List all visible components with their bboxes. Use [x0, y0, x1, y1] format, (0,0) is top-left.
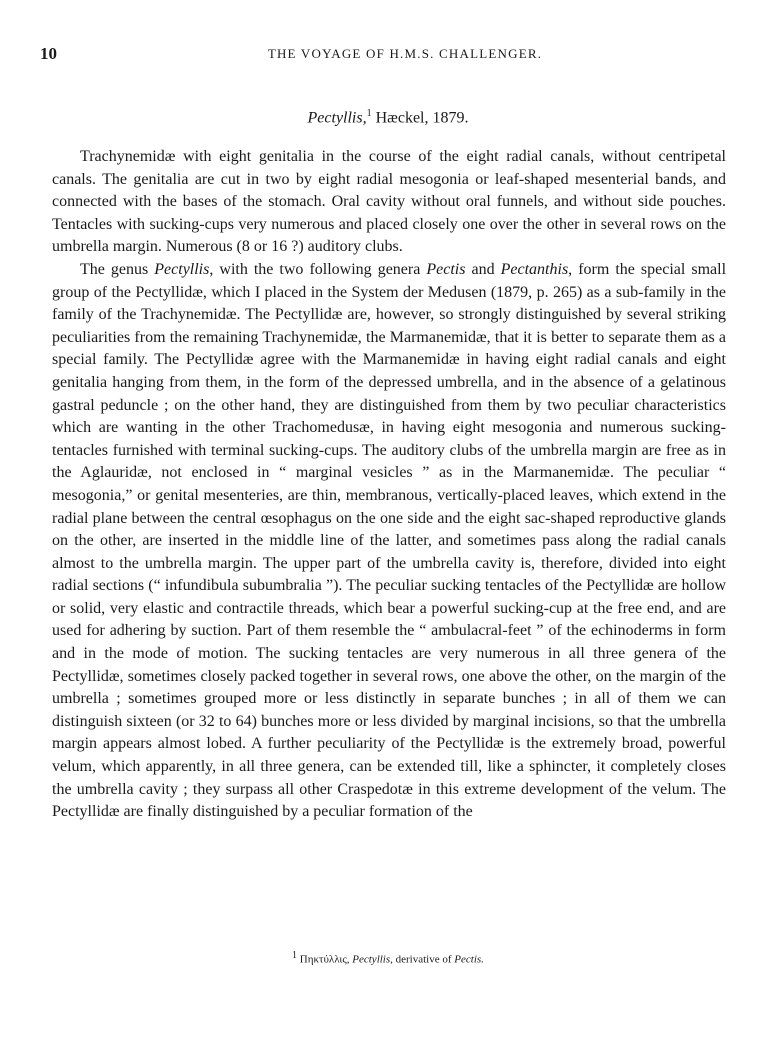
paragraph-2	[52, 259, 726, 824]
paragraph-1-text: Trachynemidæ with eight genitalia in the course of the eight radial canals, without centripetal canals. The genitalia are cut in two by eight radial mesogonia or leaf-shaped mesenterial bands, and connected with the bases of the stomach. Oral cavity without oral funnels, and without side pouches. Tentacles with sucking-cups very numerous and placed closely one over the other in several rows on the umbrella margin. Numerous (8 or 16 ?) auditory clubs.	[52, 148, 726, 256]
genus-name: Pectyllis,	[307, 109, 367, 127]
paragraph-1	[52, 146, 726, 259]
footnote-text: derivative of	[392, 953, 455, 966]
page-number: 10	[40, 44, 57, 63]
footnote-source: Pectis.	[454, 953, 484, 966]
text-segment: and	[465, 260, 501, 278]
genus-pectis: Pectis	[426, 260, 466, 278]
genus-pectanthis: Pectanthis	[500, 260, 569, 278]
footnote	[0, 950, 776, 966]
footnote-genus: Pectyllis,	[349, 953, 393, 966]
footnote-reference: 1	[366, 108, 372, 119]
footnote-greek: Πηκτύλλις,	[297, 953, 350, 966]
genus-authority: Hæckel, 1879.	[371, 109, 469, 127]
text-segment: The genus	[80, 260, 155, 278]
body-text	[52, 146, 726, 824]
text-segment: , form the special small group of the Pectyllidæ, which I placed in the System der Medusen (1879, p. 265) as a sub-family in the family of the Trachynemidæ. The Pectyllidæ are, however, so strongly distinguished by several striking peculiarities from the remaining Trachynemidæ, the Marmanemidæ, that it is better to separate them as a special family. The Pectyllidæ agree with the Marmanemidæ in having eight radial canals and eight genitalia hanging from them, in the form of the depressed umbrella, and in the absence of a gelatinous gastral peduncle ; on the other hand, they are distinguished from them by two peculiar characteristics which are wanting in the other Trachomedusæ, in having eight mesogonia and numerous sucking-tentacles furnished with terminal sucking-cups. The auditory clubs of the umbrella margin are free as in the Aglauridæ, not enclosed in “ marginal vesicles ” as in the Marmanemidæ. The peculiar “ mesogonia,” or genital mesenteries, are thin, membranous, vertically-placed leaves, which extend in the radial plane between the central œsophagus on the one side and the eight sac-shaped reproductive glands on the other, are inserted in the middle line of the latter, and sometimes pass along the radial canals almost to the umbrella margin. The upper part of the umbrella cavity is, therefore, divided into eight radial sections (“ infundibula subumbralia ”). The peculiar sucking tentacles of the Pectyllidæ are hollow or solid, very elastic and contractile threads, which bear a powerful sucking-cup at the free end, and are used for adhering by suction. Part of them resemble the “ ambulacral-feet ” of the echinoderms in form and in the mode of motion. The sucking tentacles are very numerous in all three genera of the Pectyllidæ, sometimes closely packed together in several rows, one above the other, on the margin of the umbrella ; sometimes grouped more or less distinctly in separate bunches ; in all of them we can distinguish sixteen (or 32 to 64) bunches more or less divided by marginal incisions, so that the umbrella margin appears almost lobed. A further peculiarity of the Pectyllidæ is the extremely broad, powerful velum, which apparently, in all three genera, can be extended till, like a sphincter, it completely closes the umbrella cavity ; they surpass all other Craspedotæ in this extreme development of the velum. The Pectyllidæ are finally distinguished by a peculiar formation of the	[52, 260, 727, 821]
section-title	[0, 108, 776, 127]
genus-pectyllis: Pectyllis	[154, 260, 210, 278]
footnote-number: 1	[292, 950, 298, 961]
running-head: THE VOYAGE OF H.M.S. CHALLENGER.	[267, 46, 543, 61]
page-header	[40, 44, 740, 68]
text-segment: , with the two following genera	[209, 260, 427, 278]
